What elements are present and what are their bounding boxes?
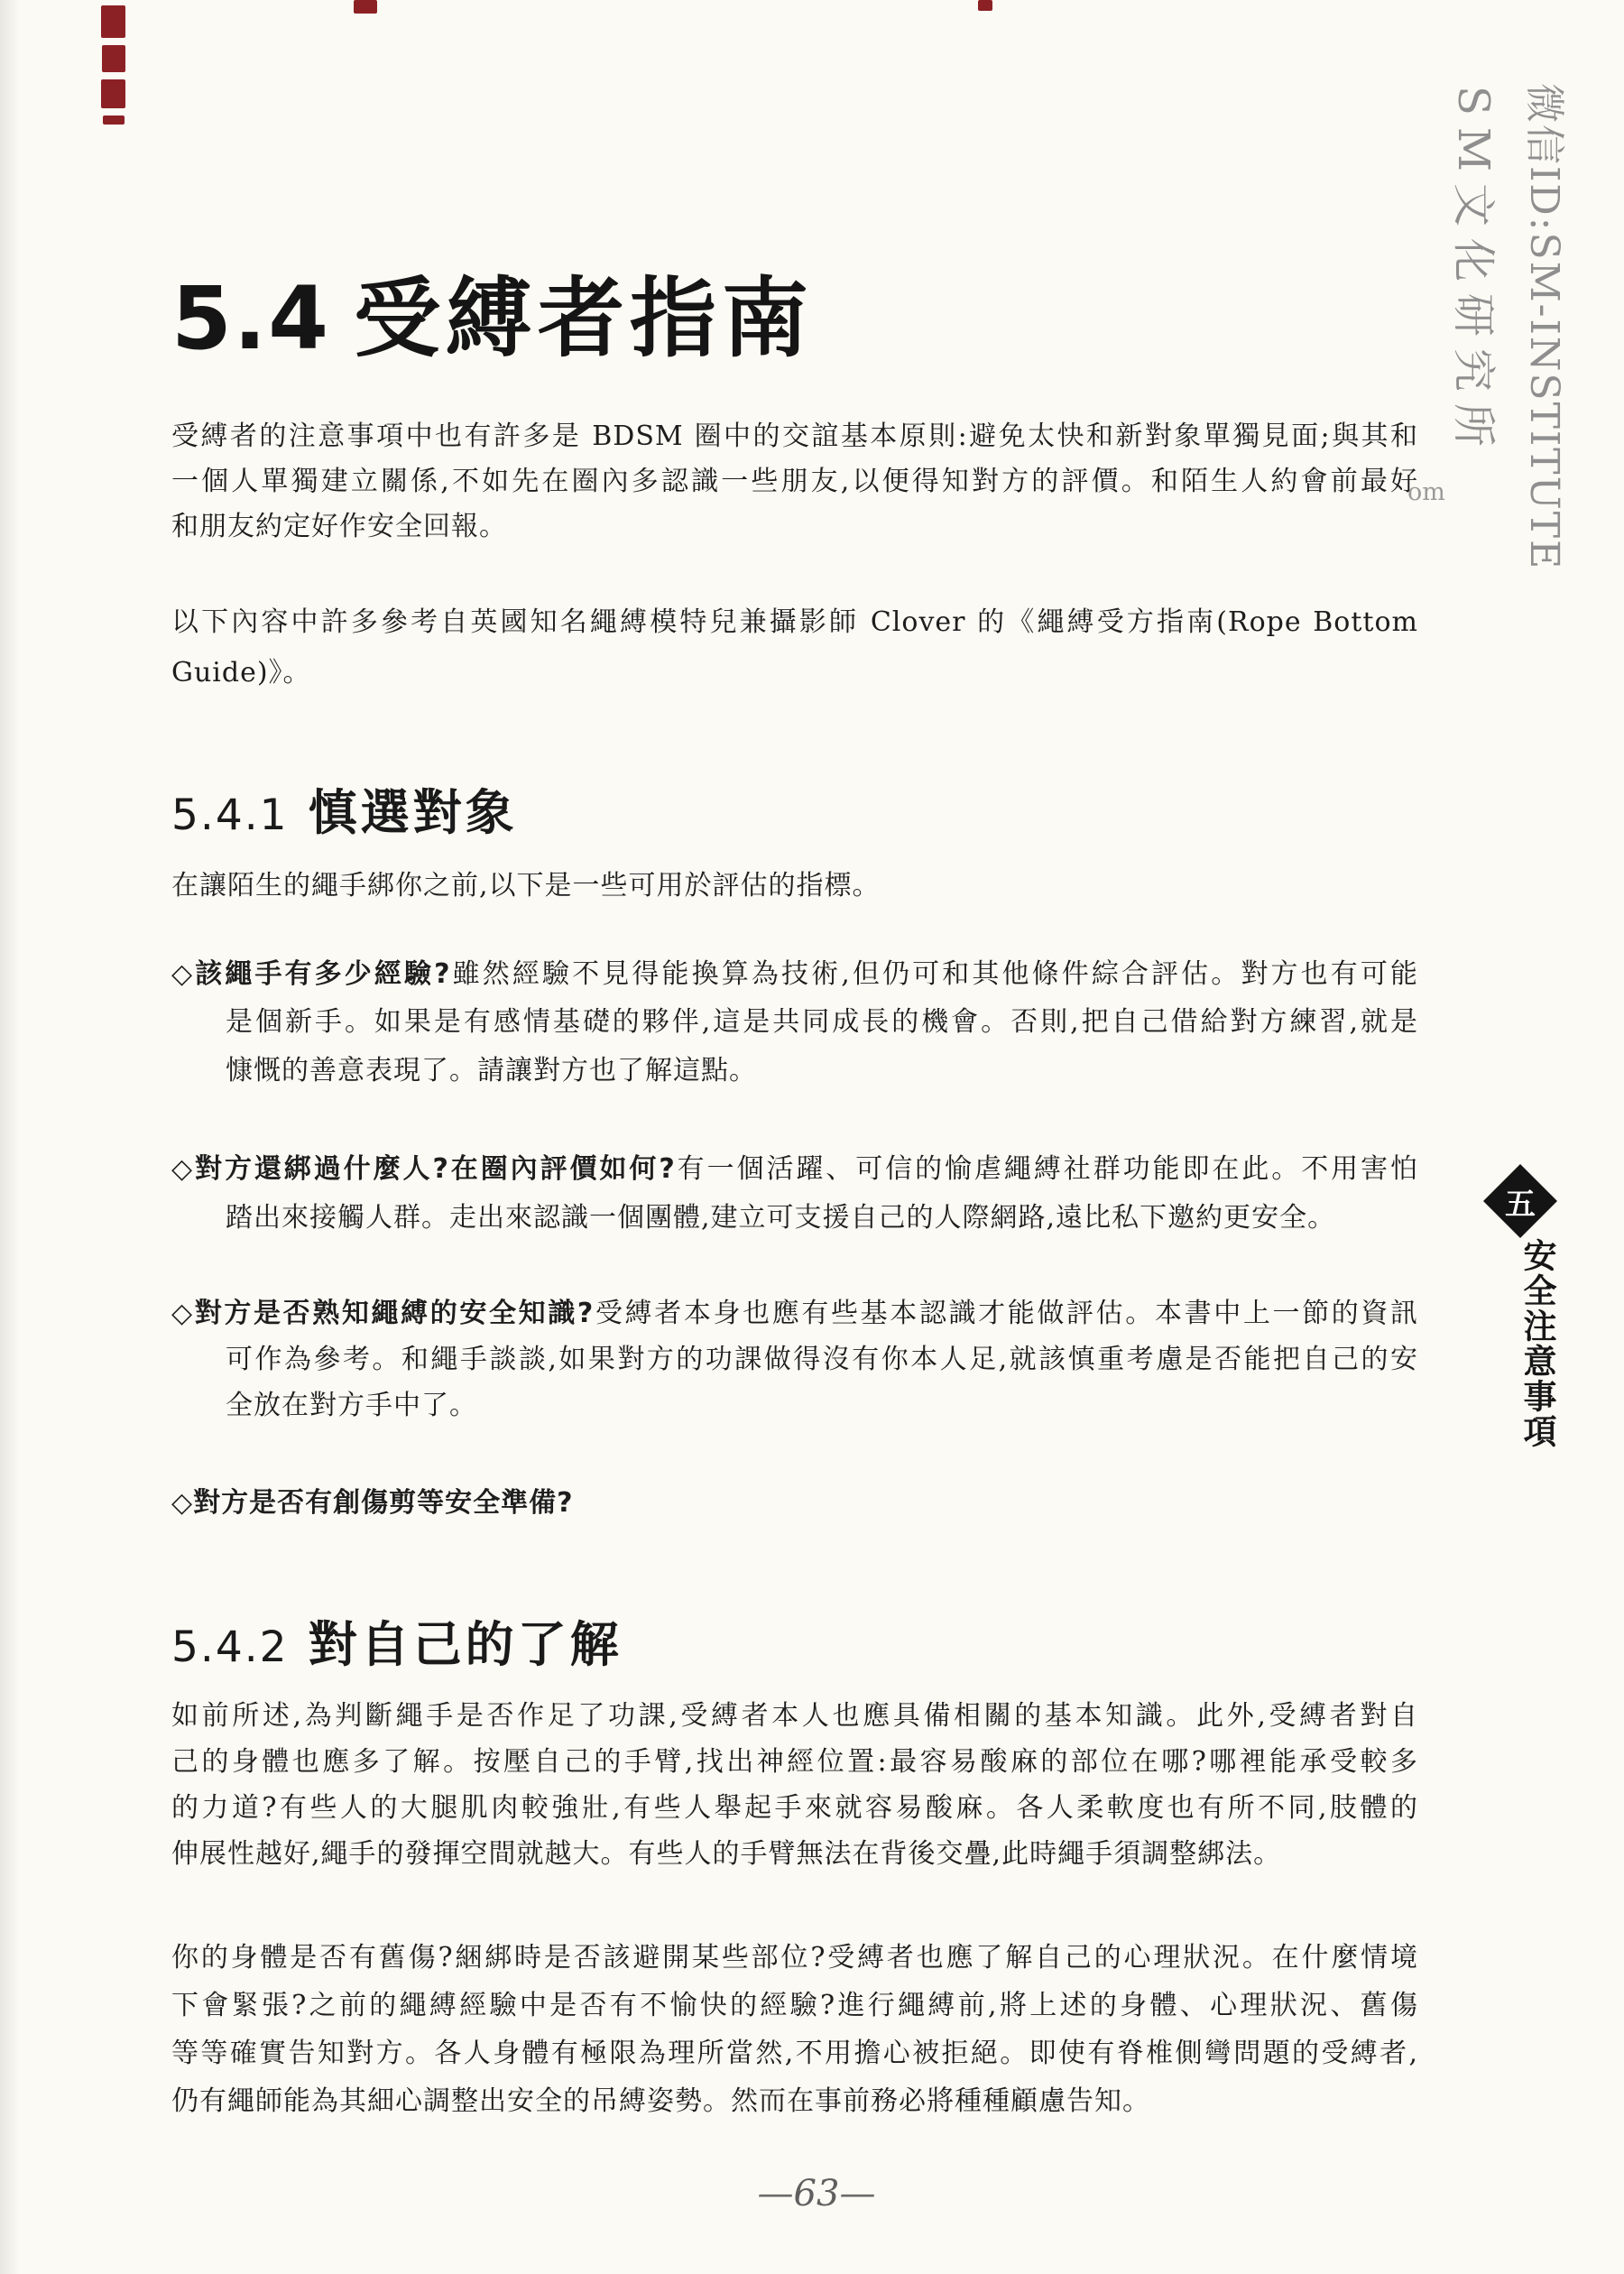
section-title: 受縛者指南	[354, 268, 815, 369]
bullet-item	[171, 955, 1418, 1096]
bullet-item	[171, 1484, 1418, 1529]
subsection-title: 慎選對象	[308, 784, 518, 841]
page-number-dash: —	[757, 2173, 794, 2214]
intro-paragraph	[171, 417, 1418, 552]
paragraph-line: 仍有繩師能為其細心調整出安全的吊縛姿勢。然而在事前務必將種種顧慮告知。	[171, 2085, 1150, 2117]
bullet-text-line: 可作為參考。和繩手談談,如果對方的功課做得沒有你本人足,就該慎重考慮是否能把自己的安	[226, 1344, 1418, 1375]
paragraph-line: 以下內容中許多參考自英國知名繩縛模特兒兼攝影師 Clover 的《繩縛受方指南(Rope Bottom	[171, 606, 1418, 638]
paragraph-line: 己的身體也應多了解。按壓自己的手臂,找出神經位置:最容易酸麻的部位在哪?哪裡能承受較多	[171, 1746, 1418, 1778]
diamond-bullet-icon: ◇	[171, 958, 196, 990]
scan-artifact-text: om	[1407, 478, 1445, 506]
subsection-1-lead	[171, 866, 1418, 911]
subsection-title: 對自己的了解	[308, 1616, 623, 1673]
subsection-number: 5.4.1	[171, 790, 289, 840]
paragraph-line: 你的身體是否有舊傷?綑綁時是否該避開某些部位?受縛者也應了解自己的心理狀況。在什麼情境	[171, 1942, 1418, 1974]
chapter-label: 安全注意事項	[1518, 1238, 1556, 1449]
bullet-item	[171, 1294, 1418, 1431]
diamond-bullet-icon: ◇	[171, 1487, 194, 1519]
red-registration-mark	[102, 45, 125, 72]
subsection-2-heading	[171, 1606, 1418, 1676]
paragraph-line: Guide)》。	[171, 657, 311, 689]
subsection-1-heading	[171, 774, 1418, 844]
bullet-question: 對方是否有創傷剪等安全準備?	[193, 1487, 574, 1519]
red-registration-mark	[978, 0, 992, 11]
watermark-institute-name: SM文化研究所	[1448, 86, 1499, 459]
red-registration-mark	[354, 0, 377, 14]
bullet-text-line: 是個新手。如果是有感情基礎的夥伴,這是共同成長的機會。否則,把自己借給對方練習,就是	[226, 1006, 1418, 1038]
bullet-text: 受縛者本身也應有些基本認識才能做評估。本書中上一節的資訊	[594, 1298, 1418, 1329]
bullet-text: 有一個活躍、可信的愉虐繩縛社群功能即在此。不用害怕	[675, 1153, 1418, 1185]
paragraph-line: 和朋友約定好作安全回報。	[171, 511, 507, 542]
bullet-item	[171, 1150, 1418, 1243]
bullet-question: 該繩手有多少經驗?	[195, 958, 451, 990]
paragraph-line: 的力道?有些人的大腿肌肉較強壯,有些人舉起手來就容易酸麻。各人柔軟度也有所不同,肢體的	[171, 1792, 1418, 1824]
bullet-text: 雖然經驗不見得能換算為技術,但仍可和其他條件綜合評估。對方也有可能	[450, 958, 1419, 990]
body-paragraph	[171, 1696, 1418, 1880]
page-number-dash: —	[839, 2173, 876, 2214]
paragraph-line: 在讓陌生的繩手綁你之前,以下是一些可用於評估的指標。	[171, 870, 881, 901]
bullet-text-line: 踏出來接觸人群。走出來認識一個團體,建立可支援自己的人際網路,遠比私下邀約更安全。	[226, 1202, 1336, 1234]
watermark-wechat-id: 微信ID:SM-INSTITUTE	[1521, 83, 1567, 571]
body-paragraph	[171, 1938, 1418, 2127]
bullet-question: 對方還綁過什麼人?在圈內評價如何?	[195, 1153, 676, 1185]
paragraph-line: 一個人單獨建立關係,不如先在圈內多認識一些朋友,以便得知對方的評價。和陌生人約會前最好	[171, 466, 1418, 497]
red-registration-mark	[103, 116, 125, 125]
chapter-number-diamond-icon	[1483, 1164, 1557, 1238]
paragraph-line: 受縛者的注意事項中也有許多是 BDSM 圈中的交誼基本原則:避免太快和新對象單獨見面;與其和	[171, 421, 1418, 452]
bullet-text-line: 慷慨的善意表現了。請讓對方也了解這點。	[226, 1055, 757, 1086]
section-number: 5.4	[171, 268, 331, 369]
bullet-text-line: 全放在對方手中了。	[226, 1390, 477, 1421]
source-paragraph	[171, 603, 1418, 698]
diamond-bullet-icon: ◇	[171, 1153, 196, 1185]
red-registration-mark	[101, 5, 125, 38]
paragraph-line: 等等確實告知對方。各人身體有極限為理所當然,不用擔心被拒絕。即使有脊椎側彎問題的受縛者,	[171, 2038, 1418, 2069]
paragraph-line: 如前所述,為判斷繩手是否作足了功課,受縛者本人也應具備相關的基本知識。此外,受縛者對自	[171, 1700, 1418, 1732]
red-registration-mark	[101, 79, 125, 108]
paragraph-line: 下會緊張?之前的繩縛經驗中是否有不愉快的經驗?進行繩縛前,將上述的身體、心理狀況、舊傷	[171, 1990, 1418, 2021]
page-title	[171, 269, 1418, 368]
paragraph-line: 伸展性越好,繩手的發揮空間就越大。有些人的手臂無法在背後交疊,此時繩手須調整綁法。	[171, 1838, 1282, 1870]
chapter-number: 五	[1505, 1186, 1536, 1223]
diamond-bullet-icon: ◇	[171, 1298, 195, 1329]
bullet-question: 對方是否熟知繩縛的安全知識?	[194, 1298, 595, 1329]
subsection-number: 5.4.2	[171, 1622, 289, 1672]
page-number	[171, 2173, 1462, 2214]
page-number-value: 63	[793, 2173, 840, 2214]
